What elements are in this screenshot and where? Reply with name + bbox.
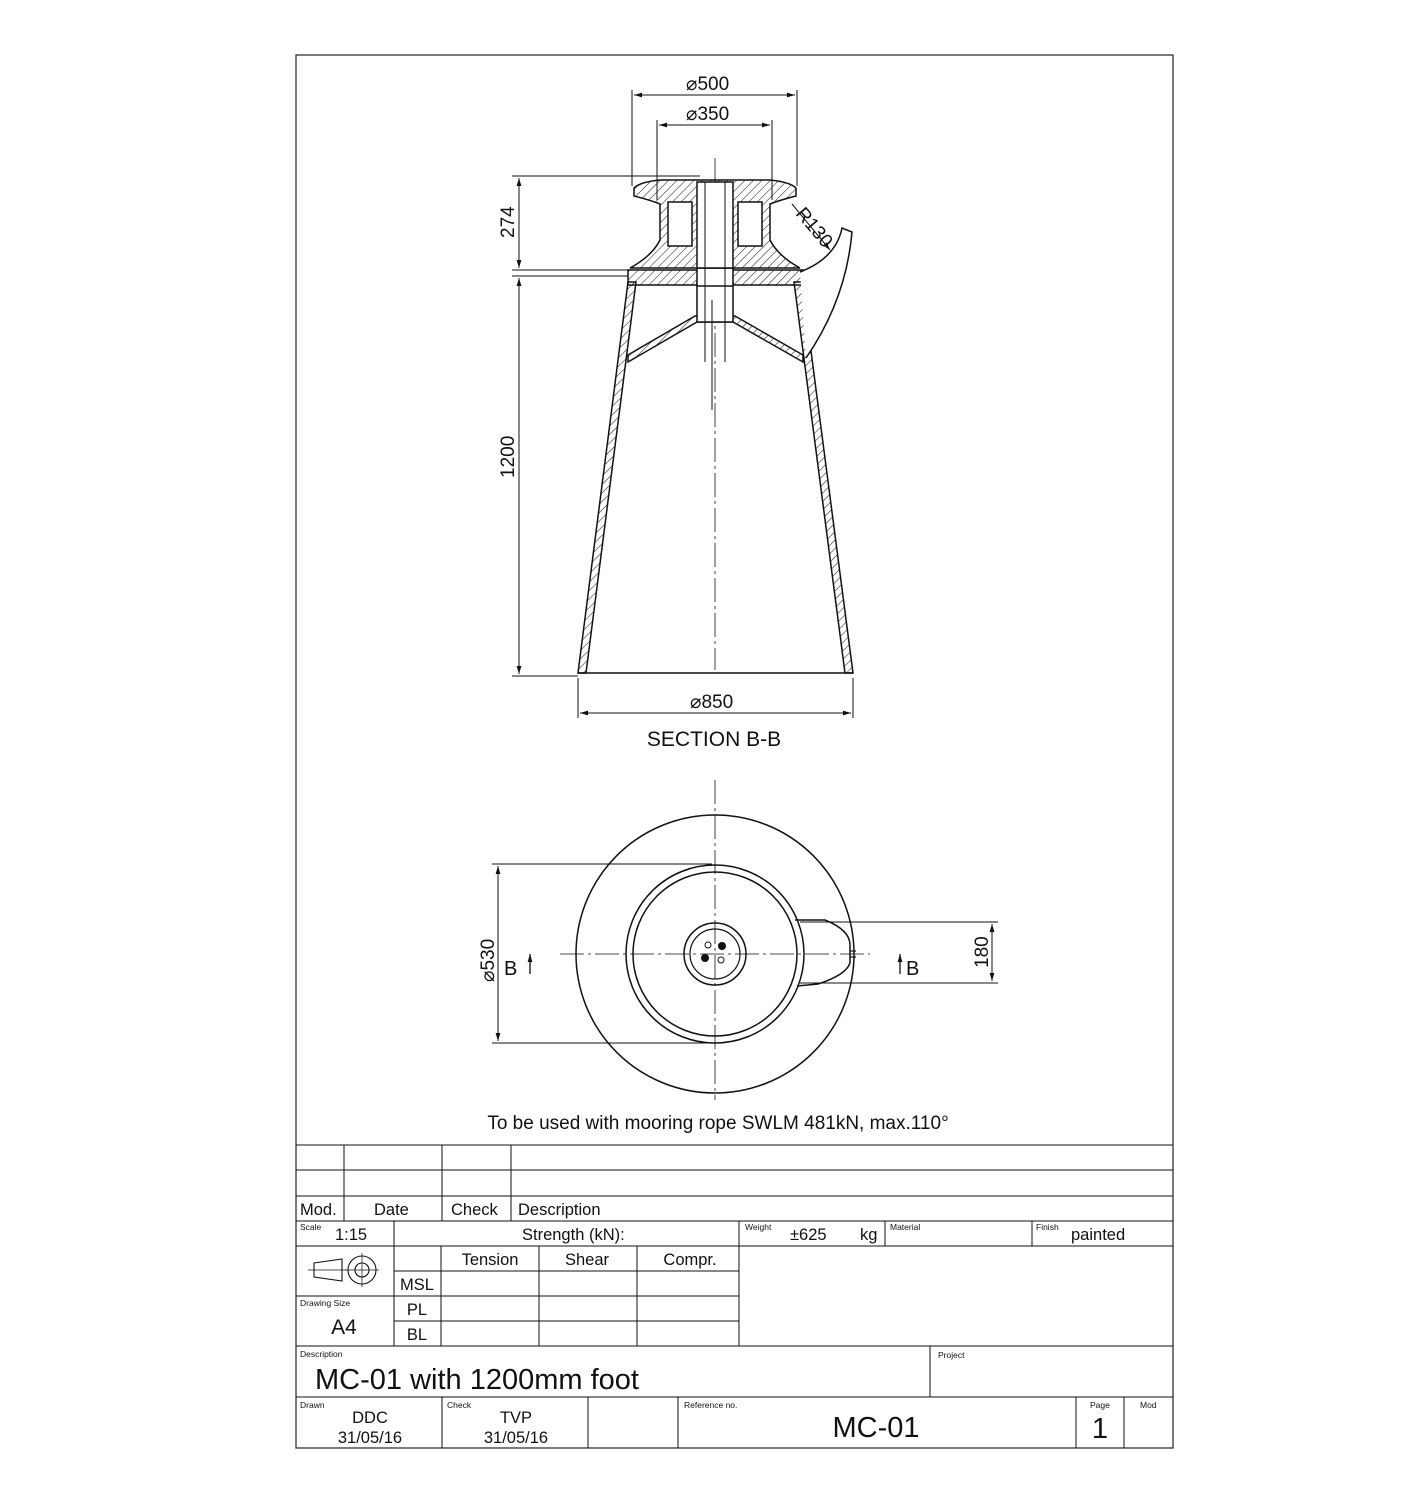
- usage-note: To be used with mooring rope SWLM 481kN, max.110°: [487, 1113, 949, 1134]
- svg-text:⌀350: [686, 104, 729, 125]
- svg-text:⌀850: [690, 692, 733, 713]
- drawn-date: 31/05/16: [337, 1429, 403, 1447]
- dim-500-label: 500: [697, 74, 730, 95]
- revision-header-check: Check: [451, 1201, 498, 1219]
- head-pocket-right: [738, 202, 762, 246]
- plan-view: [560, 780, 870, 1100]
- projection-symbol-icon: [308, 1253, 379, 1287]
- check-date: 31/05/16: [483, 1429, 549, 1447]
- drawn-by: DDC: [352, 1409, 388, 1427]
- revision-header-description: Description: [518, 1201, 601, 1219]
- revision-header-mod: Mod.: [300, 1201, 337, 1219]
- cone-wall-left: [578, 282, 636, 673]
- base-plate-hole: [697, 268, 733, 286]
- dim-1200-label: 1200: [498, 435, 519, 478]
- reference-value: MC-01: [832, 1412, 920, 1444]
- section-marker-right: B: [906, 958, 920, 980]
- cone-wall-right: [794, 282, 853, 673]
- dim-180-label: 180: [972, 936, 993, 968]
- stiffener-plate: [628, 316, 803, 362]
- svg-text:⌀500: [686, 74, 729, 95]
- scale-value: 1:15: [335, 1226, 368, 1244]
- head-bore: [697, 182, 733, 268]
- material-label: Material: [890, 1222, 921, 1232]
- drawing-size-label: Drawing Size: [300, 1298, 351, 1308]
- mod-label: Mod: [1140, 1400, 1157, 1410]
- dim-274-label: 274: [498, 206, 519, 238]
- dim-r130-label: R130: [791, 203, 837, 253]
- strength-col-compr: Compr.: [663, 1251, 717, 1269]
- section-marker-left: B: [504, 958, 518, 980]
- section-title: SECTION B-B: [646, 728, 782, 751]
- head-pocket-left: [668, 202, 692, 246]
- drawing-size-value: A4: [331, 1316, 357, 1339]
- strength-row-bl: BL: [406, 1326, 428, 1344]
- diameter-symbol: ⌀: [478, 970, 499, 982]
- strength-row-msl: MSL: [400, 1276, 434, 1294]
- description-value: MC-01 with 1200mm foot: [315, 1364, 639, 1396]
- strength-row-pl: PL: [406, 1301, 428, 1319]
- weight-value: ±625: [790, 1226, 827, 1244]
- drawn-label: Drawn: [300, 1400, 325, 1410]
- diameter-symbol: ⌀: [686, 104, 698, 125]
- strength-label: Strength (kN):: [522, 1226, 625, 1244]
- weight-unit: kg: [860, 1226, 878, 1244]
- strength-col-tension: Tension: [461, 1251, 519, 1269]
- plan-dimensions: [492, 864, 998, 1043]
- description-label: Description: [300, 1349, 343, 1359]
- guide-horn: [800, 228, 852, 358]
- dim-350-label: 350: [697, 104, 730, 125]
- finish-label: Finish: [1036, 1222, 1059, 1232]
- project-label: Project: [938, 1350, 965, 1360]
- revision-header-date: Date: [374, 1201, 409, 1219]
- dim-530-label: 530: [478, 938, 499, 971]
- finish-value: painted: [1071, 1226, 1126, 1244]
- weight-label: Weight: [745, 1222, 772, 1232]
- diameter-symbol: ⌀: [690, 692, 702, 713]
- page-value: 1: [1091, 1413, 1109, 1445]
- diameter-symbol: ⌀: [686, 74, 698, 95]
- dim-850-label: 850: [701, 692, 734, 713]
- svg-text:⌀530: [478, 939, 499, 982]
- center-tube: [697, 282, 733, 322]
- strength-col-shear: Shear: [564, 1251, 610, 1269]
- page-label: Page: [1090, 1400, 1110, 1410]
- check-label: Check: [447, 1400, 472, 1410]
- reference-label: Reference no.: [684, 1400, 738, 1410]
- check-by: TVP: [499, 1409, 533, 1427]
- scale-label: Scale: [300, 1222, 322, 1232]
